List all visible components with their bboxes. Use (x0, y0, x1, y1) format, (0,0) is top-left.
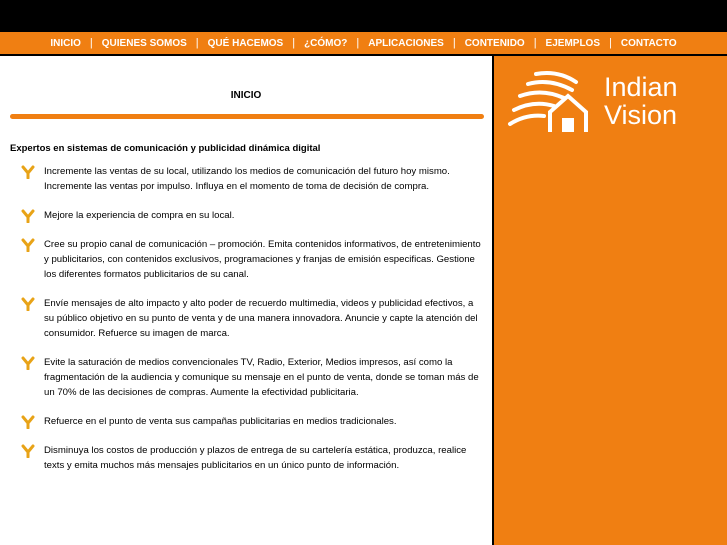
list-item-text: Incremente las ventas de su local, utilizando los medios de comunicación del futuro hoy mismo. Incremente las ventas por impulso. Influya en el momento de toma de decisión de compra. (44, 166, 450, 192)
list-item-text: Refuerce en el punto de venta sus campañas publicitarias en medios tradicionales. (44, 416, 397, 427)
nav-item-que-hacemos[interactable]: QUÉ HACEMOS (207, 37, 284, 49)
nav-item-contenido[interactable]: CONTENIDO (464, 37, 525, 49)
nav-item-como[interactable]: ¿CÓMO? (304, 37, 348, 49)
nav-item-aplicaciones[interactable]: APLICACIONES (368, 37, 444, 49)
nav-separator: | (452, 37, 456, 49)
y-bullet-icon (21, 165, 35, 179)
logo-text-indian: Indian (604, 72, 678, 102)
y-bullet-icon (21, 415, 35, 429)
sidebar (492, 56, 727, 545)
list-item (20, 296, 485, 341)
page-title: INICIO (230, 90, 262, 101)
list-item-text: Mejore la experiencia de compra en su local. (44, 210, 235, 221)
nav-separator: | (356, 37, 360, 49)
list-item (20, 237, 485, 282)
y-bullet-icon (21, 444, 35, 458)
nav-separator: | (292, 37, 296, 49)
main-content (0, 56, 492, 545)
y-bullet-icon (21, 209, 35, 223)
list-item-text: Cree su propio canal de comunicación – promoción. Emita contenidos informativos, de entretenimiento y publicitarios, con contenidos exclusivos, programaciones y franjas de emisión especificas. Gestione los diferentes formatos publicitarios de su canal. (44, 239, 481, 280)
y-bullet-icon (21, 238, 35, 252)
orange-divider (10, 114, 484, 119)
nav-separator: | (89, 37, 93, 49)
list-item (20, 443, 485, 473)
main-navigation (0, 32, 727, 56)
list-item (20, 208, 485, 223)
logo-text-vision: Vision (604, 100, 678, 130)
top-black-bar (0, 0, 727, 32)
indian-vision-logo[interactable] (506, 66, 716, 140)
y-bullet-icon (21, 297, 35, 311)
y-bullet-icon (21, 356, 35, 370)
section-heading: Expertos en sistemas de comunicación y publicidad dinámica digital (10, 143, 321, 154)
list-item (20, 355, 485, 400)
nav-item-ejemplos[interactable]: EJEMPLOS (545, 37, 601, 49)
list-item-text: Evite la saturación de medios convencionales TV, Radio, Exterior, Medios impresos, así como la fragmentación de la audiencia y comunique su mensaje en el punto de venta, donde se toman más de un 70% de las decisiones de compras. Aumente la efectividad publicitaria. (44, 357, 479, 398)
nav-separator: | (533, 37, 537, 49)
nav-separator: | (195, 37, 199, 49)
list-item (20, 164, 485, 194)
list-item (20, 414, 485, 429)
nav-item-contacto[interactable]: CONTACTO (620, 37, 677, 49)
headdress-logo-icon (506, 66, 596, 136)
nav-item-quienes-somos[interactable]: QUIENES SOMOS (101, 37, 187, 49)
list-item-text: Disminuya los costos de producción y plazos de entrega de su cartelería estática, produzca, realice texts y emita muchos más mensajes publicitarios en un único punto de información. (44, 445, 467, 471)
list-item-text: Envíe mensajes de alto impacto y alto poder de recuerdo multimedia, videos y publicidad efectivos, a su público objetivo en su punto de venta y de una manera innovadora. Anuncie y capte la atención del consumidor. Refuerce su imagen de marca. (44, 298, 478, 339)
benefits-list (20, 164, 485, 487)
nav-item-inicio[interactable]: INICIO (50, 37, 81, 49)
nav-separator: | (609, 37, 612, 49)
